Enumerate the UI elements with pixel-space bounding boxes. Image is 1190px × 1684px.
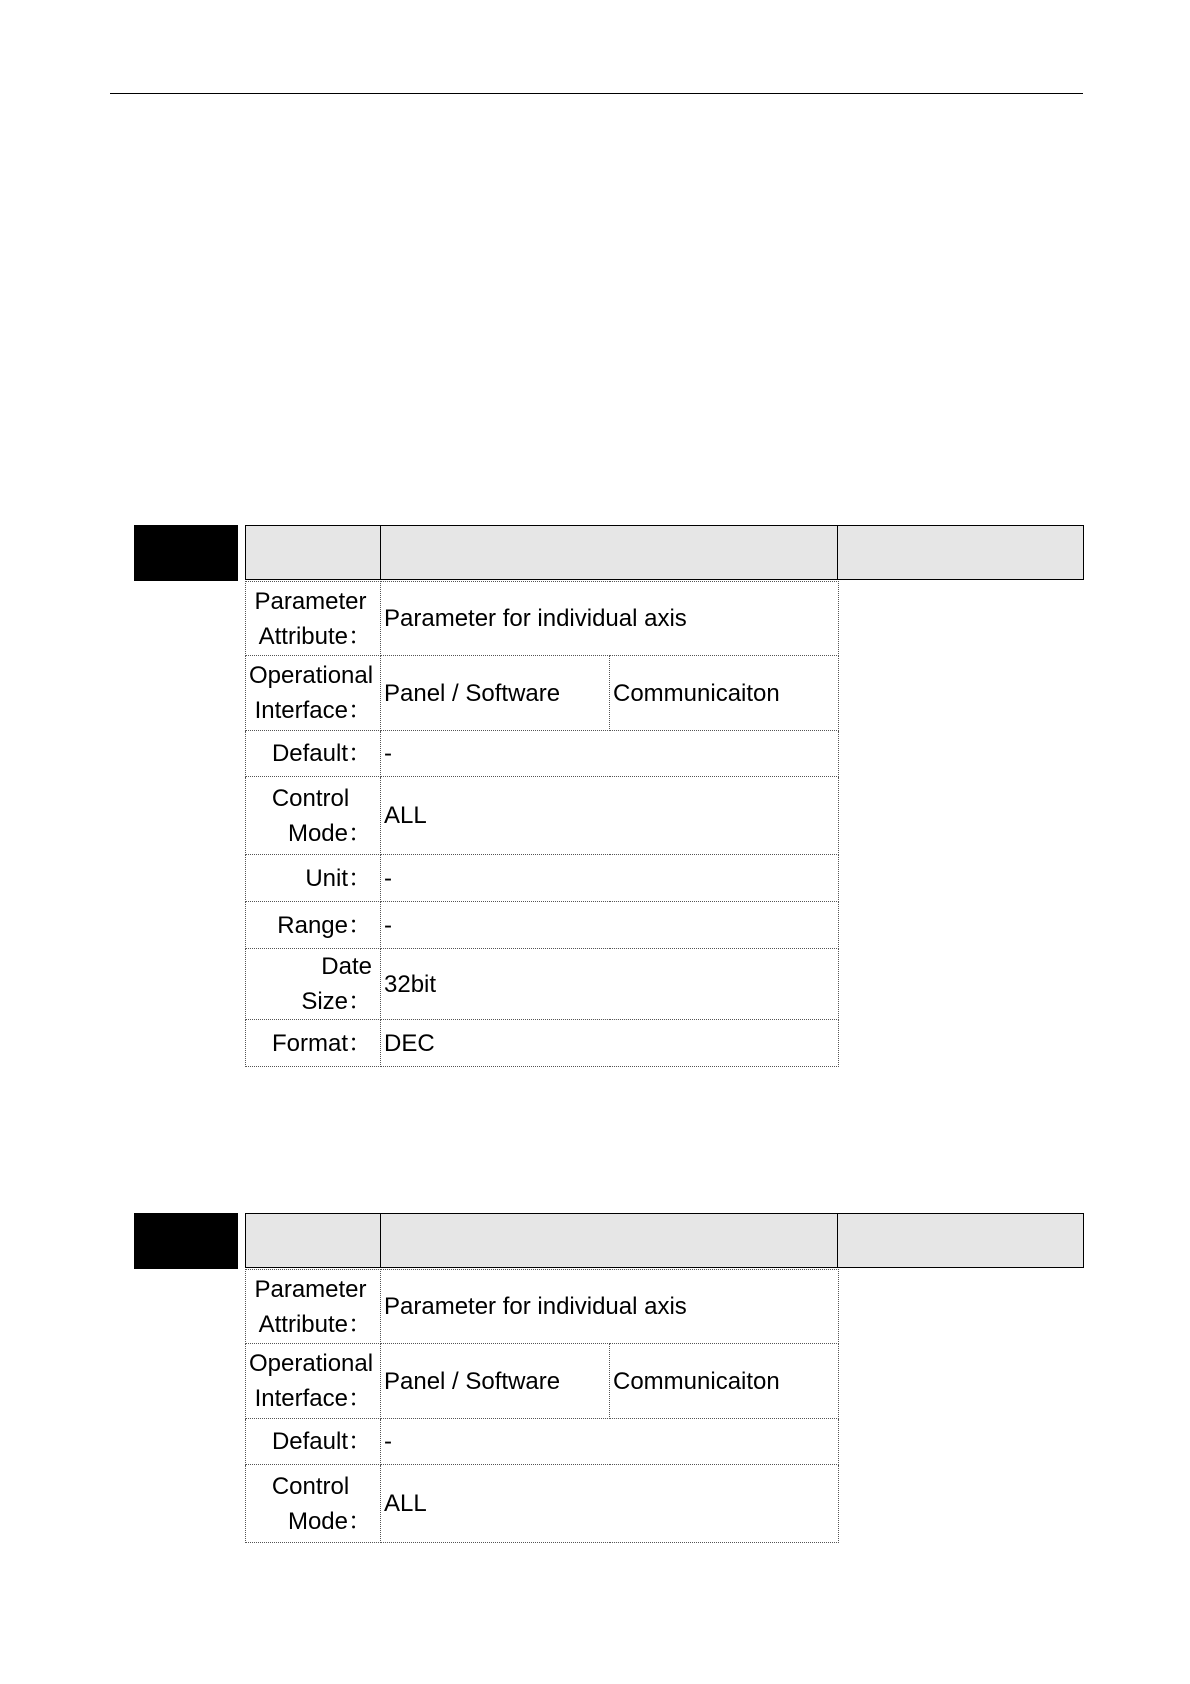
label-unit: Unit：: [246, 855, 381, 902]
value-panel-software: Panel / Software: [381, 1344, 610, 1419]
label-control-mode: Control Mode：: [246, 777, 381, 855]
parameter-block-2: [134, 1213, 1084, 1553]
row-parameter-attribute: [246, 582, 839, 656]
row-default: [246, 731, 839, 777]
label-default: Default：: [246, 731, 381, 777]
row-unit: [246, 855, 839, 902]
row-control-mode: [246, 777, 839, 855]
row-data-size: [246, 949, 839, 1020]
value-default: -: [381, 731, 839, 777]
value-default: -: [381, 1419, 839, 1465]
row-range: [246, 902, 839, 949]
label-operational-interface: Operational Interface：: [246, 1344, 381, 1419]
value-parameter-attribute: Parameter for individual axis: [381, 582, 839, 656]
value-communication: Communicaiton: [610, 656, 839, 731]
header-rule: [110, 93, 1083, 94]
value-range: -: [381, 902, 839, 949]
row-default: [246, 1419, 839, 1465]
value-parameter-attribute: Parameter for individual axis: [381, 1270, 839, 1344]
label-data-size: Date Size：: [246, 949, 381, 1020]
header-cell-address: [245, 525, 381, 580]
header-cell-name: [380, 525, 838, 580]
header-cell-extra: [837, 525, 1084, 580]
value-format: DEC: [381, 1020, 839, 1067]
parameter-attribute-table: [245, 581, 839, 1067]
label-parameter-attribute: Parameter Attribute：: [246, 1270, 381, 1344]
row-operational-interface: [246, 1344, 839, 1419]
row-parameter-attribute: [246, 1270, 839, 1344]
parameter-code-tab: [134, 525, 238, 581]
parameter-code-tab: [134, 1213, 238, 1269]
label-control-mode: Control Mode：: [246, 1465, 381, 1543]
header-cell-extra: [837, 1213, 1084, 1268]
value-unit: -: [381, 855, 839, 902]
header-cell-name: [380, 1213, 838, 1268]
value-control-mode: ALL: [381, 1465, 839, 1543]
parameter-block-1: [134, 525, 1084, 1057]
row-operational-interface: [246, 656, 839, 731]
value-panel-software: Panel / Software: [381, 656, 610, 731]
value-communication: Communicaiton: [610, 1344, 839, 1419]
row-format: [246, 1020, 839, 1067]
label-operational-interface: Operational Interface：: [246, 656, 381, 731]
label-range: Range：: [246, 902, 381, 949]
value-control-mode: ALL: [381, 777, 839, 855]
parameter-attribute-table: [245, 1269, 839, 1543]
label-format: Format：: [246, 1020, 381, 1067]
label-parameter-attribute: Parameter Attribute：: [246, 582, 381, 656]
header-cell-address: [245, 1213, 381, 1268]
row-control-mode: [246, 1465, 839, 1543]
label-default: Default：: [246, 1419, 381, 1465]
value-data-size: 32bit: [381, 949, 839, 1020]
